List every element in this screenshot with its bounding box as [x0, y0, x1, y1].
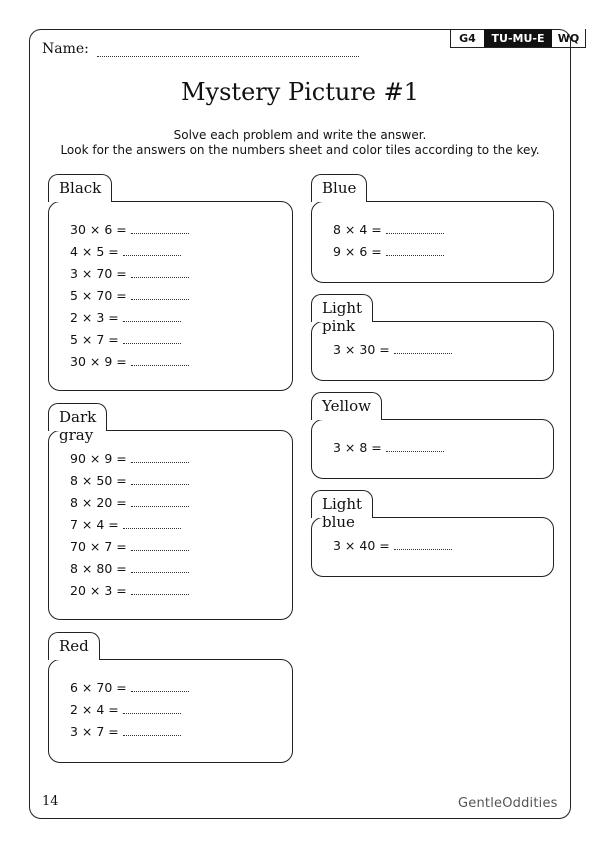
problem-text: 8 × 4 =	[333, 222, 382, 237]
answer-blank[interactable]	[123, 518, 181, 529]
problem-text: 30 × 6 =	[70, 222, 127, 237]
problem-row	[70, 310, 181, 325]
problem-row	[70, 724, 181, 739]
problem-row	[70, 473, 189, 488]
group-label: Yellow	[311, 392, 382, 420]
problem-text: 20 × 3 =	[70, 583, 127, 598]
answer-blank[interactable]	[394, 539, 452, 550]
problem-row	[333, 244, 444, 259]
group-label: Blue	[311, 174, 367, 202]
answer-blank[interactable]	[131, 584, 189, 595]
problem-text: 3 × 40 =	[333, 538, 390, 553]
answer-blank[interactable]	[123, 311, 181, 322]
problem-text: 3 × 8 =	[333, 440, 382, 455]
answer-blank[interactable]	[131, 223, 189, 234]
problem-row	[333, 440, 444, 455]
brand-logo: GentleOddities	[458, 796, 558, 811]
problem-text: 3 × 30 =	[333, 342, 390, 357]
topic-tag: TU-MU-E	[484, 29, 552, 47]
problem-text: 7 × 4 =	[70, 517, 119, 532]
answer-blank[interactable]	[123, 703, 181, 714]
answer-blank[interactable]	[386, 441, 444, 452]
name-field[interactable]	[97, 40, 359, 57]
answer-blank[interactable]	[123, 245, 181, 256]
problem-text: 90 × 9 =	[70, 451, 127, 466]
problem-panel	[48, 430, 293, 620]
problem-row	[333, 342, 452, 357]
problem-text: 3 × 70 =	[70, 266, 127, 281]
answer-blank[interactable]	[394, 343, 452, 354]
problem-text: 4 × 5 =	[70, 244, 119, 259]
page-number: 14	[42, 794, 59, 809]
group-label: Dark gray	[48, 403, 107, 431]
group-label: Black	[48, 174, 112, 202]
group-label: Red	[48, 632, 100, 660]
page-title: Mystery Picture #1	[180, 78, 419, 106]
problem-text: 2 × 3 =	[70, 310, 119, 325]
problem-text: 8 × 20 =	[70, 495, 127, 510]
problem-text: 8 × 80 =	[70, 561, 127, 576]
problem-text: 30 × 9 =	[70, 354, 127, 369]
instructions	[0, 128, 600, 158]
problem-row	[70, 561, 189, 576]
problem-text: 5 × 7 =	[70, 332, 119, 347]
problem-text: 5 × 70 =	[70, 288, 127, 303]
answer-blank[interactable]	[131, 540, 189, 551]
grade-tag: G4	[459, 31, 476, 45]
problem-panel	[48, 659, 293, 763]
name-row	[42, 40, 359, 57]
problem-text: 3 × 7 =	[70, 724, 119, 739]
problem-text: 9 × 6 =	[333, 244, 382, 259]
problem-text: 70 × 7 =	[70, 539, 127, 554]
answer-blank[interactable]	[131, 474, 189, 485]
problem-row	[70, 495, 189, 510]
problem-row	[70, 539, 189, 554]
problem-row	[70, 332, 181, 347]
problem-row	[70, 680, 189, 695]
problem-text: 2 × 4 =	[70, 702, 119, 717]
problem-row	[70, 583, 189, 598]
problem-panel	[48, 201, 293, 391]
group-label: Light pink	[311, 294, 373, 322]
answer-blank[interactable]	[123, 725, 181, 736]
answer-blank[interactable]	[131, 355, 189, 366]
problem-row	[70, 354, 189, 369]
answer-blank[interactable]	[123, 333, 181, 344]
problem-row	[333, 222, 444, 237]
problem-panel	[311, 201, 554, 283]
problem-row	[70, 266, 189, 281]
problem-row	[70, 222, 189, 237]
problem-row	[70, 451, 189, 466]
problem-row	[70, 702, 181, 717]
instruction-line: Solve each problem and write the answer.	[173, 128, 427, 142]
answer-blank[interactable]	[131, 681, 189, 692]
answer-blank[interactable]	[131, 452, 189, 463]
answer-blank[interactable]	[131, 267, 189, 278]
name-label: Name:	[42, 41, 89, 57]
grade-tags	[450, 29, 586, 48]
problem-panel	[311, 419, 554, 479]
problem-row	[70, 288, 189, 303]
instruction-line: Look for the answers on the numbers sheet and color tiles according to the key.	[60, 143, 540, 157]
answer-blank[interactable]	[386, 223, 444, 234]
problem-text: 6 × 70 =	[70, 680, 127, 695]
answer-blank[interactable]	[131, 496, 189, 507]
problem-text: 8 × 50 =	[70, 473, 127, 488]
problem-row	[70, 517, 181, 532]
group-label: Light blue	[311, 490, 373, 518]
type-tag: WQ	[557, 31, 580, 45]
answer-blank[interactable]	[386, 245, 444, 256]
answer-blank[interactable]	[131, 289, 189, 300]
problem-row	[70, 244, 181, 259]
answer-blank[interactable]	[131, 562, 189, 573]
problem-row	[333, 538, 452, 553]
